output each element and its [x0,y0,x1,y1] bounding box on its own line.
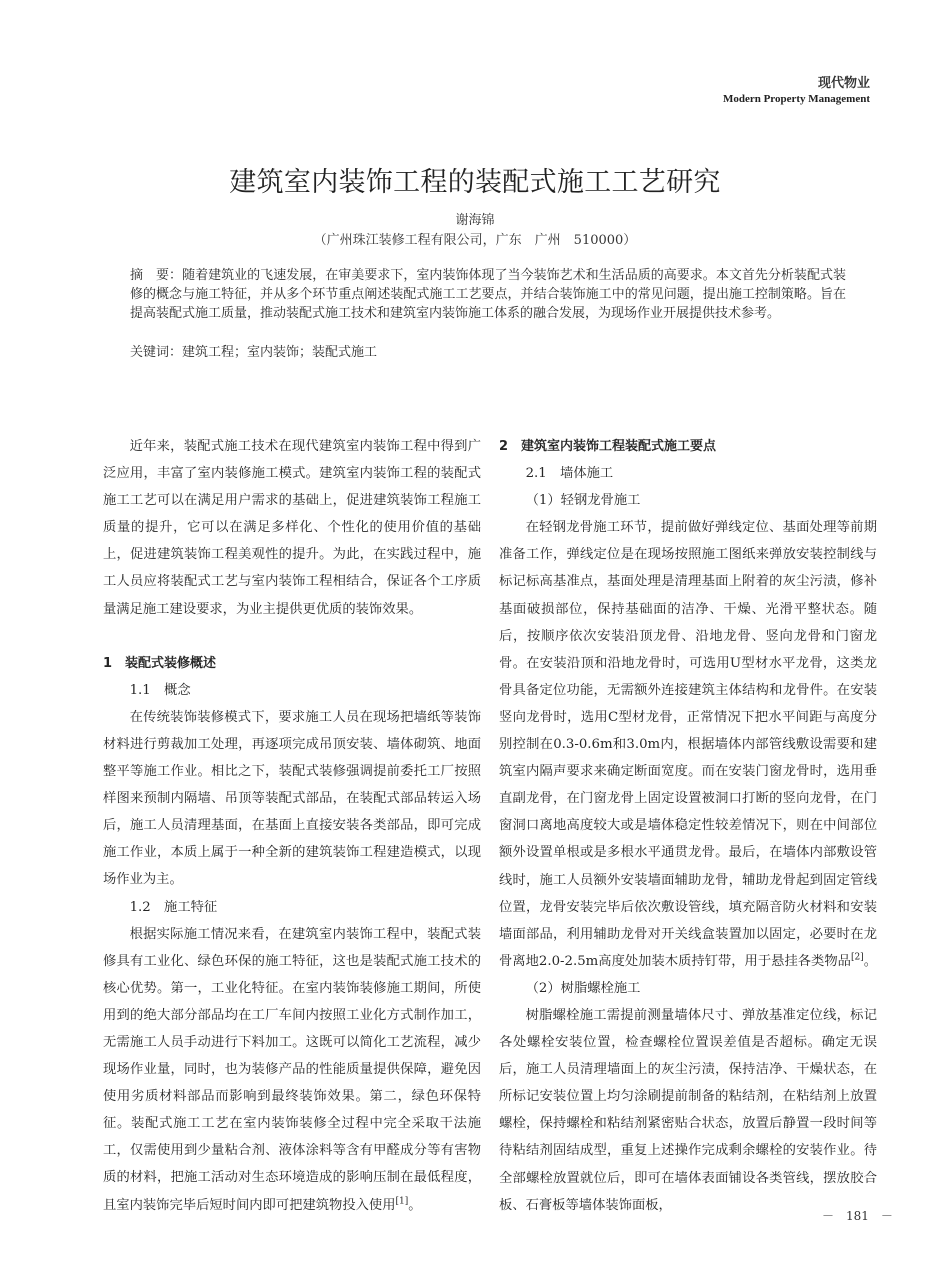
abstract: 摘 要：随着建筑业的飞速发展，在审美要求下，室内装饰体现了当今装饰艺术和生活品质的高要求。本文首先分析装配式装修的概念与施工特征，并从多个环节重点阐述装配式施工工艺要点，并结合装饰施工中的常见问题，提出施工控制策略。旨在提高装配式施工质量，推动装配式施工技术和建筑室内装饰施工体系的融合发展，为现场作业开展提供技术参考。 [130,268,846,321]
journal-name-en: Modern Property Management [722,93,870,105]
paragraph-2-1-text: 在轻钢龙骨施工环节，提前做好弹线定位、基面处理等前期准备工作，弹线定位是在现场按照施工图纸来弹放安装控制线与标记标高基准点，基面处理是清理基面上附着的灰尘污渍，修补基面破损部位，保持基础面的洁净、干燥、光滑平整状态。随后，按顺序依次安装沿顶龙骨、沿地龙骨、竖向龙骨和门窗龙骨。在安装沿顶和沿地龙骨时，可选用U型材水平龙骨，这类龙骨具备定位功能，无需额外连接建筑主体结构和龙骨件。在安装竖向龙骨时，选用C型材龙骨，正常情况下把水平间距与高度分别控制在0.3-0.6m和3.0m内，根据墙体内部管线敷设需要和建筑室内隔声要求来确定断面宽度。而在安装门窗龙骨时，选用垂直副龙骨，在门窗龙骨上固定设置被洞口打断的竖向龙骨，在门窗洞口离地高度较大或是墙体稳定性较差情况下，则在中间部位额外设置单根或是多根水平通贯龙骨。最后，在墙体内部敷设管线时，施工人员额外安装墙面辅助龙骨，辅助龙骨起到固定管线位置，龙骨安装完毕后依次敷设管线，填充隔音防火材料和安装墙面部品，利用辅助龙骨对开关线盒装置加以固定，必要时在龙骨离地2.0-2.5m高度处加装木质持钉带，用于悬挂各类物品 [499,520,877,969]
paragraph-2-1 [499,514,877,975]
paragraph-1-1: 在传统装饰装修模式下，要求施工人员在现场把墙纸等装饰材料进行剪裁加工处理，再逐项完成吊顶安装、墙体砌筑、地面整平等施工作业。相比之下，装配式装修强调提前委托工厂按照样图来预制内隔墙、吊顶等装配式部品，在装配式部品转运入场后，施工人员清理基面，在基面上直接安装各类部品，即可完成施工作业，本质上属于一种全新的建筑装饰工程建造模式，以现场作业为主。 [103,709,481,888]
subsection-heading-2-1: 2.1 墙体施工 [525,466,614,482]
paragraph-2-1-end: 。 [863,953,877,969]
right-column [499,433,877,1219]
affiliation: （广州珠江装修工程有限公司，广东 广州 510000） [313,233,637,248]
paragraph-1-2-text: 根据实际施工情况来看，在建筑室内装饰工程中，装配式装修具有工业化、绿色环保的施工特征，这也是装配式施工技术的核心优势。第一，工业化特征。在室内装饰装修施工期间，所使用到的绝大部分部品均在工厂车间内按照工业化方式制作加工，无需施工人员手动进行下料加工。这既可以简化工艺流程，减少现场作业量，同时，也为装修产品的性能质量提供保障，避免因使用劣质材料部品而影响到最终装饰效果。第二，绿色环保特征。装配式施工工艺在室内装饰装修全过程中完全采取干法施工，仅需使用到少量粘合剂、液体涂料等含有甲醛成分等有害物质的材料，把施工活动对生态环境造成的影响压制在最低程度，且室内装饰完毕后短时间内即可把建筑物投入使用 [103,926,481,1213]
author: 谢海锦 [455,213,495,228]
left-column [103,433,481,1219]
section-heading-1: 1 装配式装修概述 [103,655,217,671]
sub-item-heading-2: （2）树脂螺栓施工 [525,980,641,996]
section-heading-2: 2 建筑室内装饰工程装配式施工要点 [499,439,717,454]
keywords: 关键词：建筑工程；室内装饰；装配式施工 [130,345,378,360]
citation-ref-2: [2] [850,952,864,963]
paragraph-1-2 [103,921,481,1219]
subsection-heading-1-1: 1.1 概念 [129,682,191,698]
section-gap [103,623,481,650]
journal-header [723,76,870,106]
journal-name-cn: 现代物业 [817,76,870,91]
paragraph-1-2-end: 。 [408,1197,422,1213]
paragraph-2-2: 树脂螺栓施工需提前测量墙体尺寸、弹放基准定位线，标记各处螺栓安装位置，检查螺栓位置误差值是否超标。确定无误后，施工人员清理墙面上的灰尘污渍，保持洁净、干燥状态，在所标记安装位置上均匀涂刷提前制备的粘结剂，在粘结剂上放置螺栓，保持螺栓和粘结剂紧密贴合状态，放置后静置一段时间等待粘结剂固结成型，重复上述操作完成剩余螺栓的安装作业。待全部螺栓放置就位后，即可在墙体表面铺设各类管线，摆放胶合板、石膏板等墙体装饰面板， [499,1007,877,1213]
sub-item-heading-1: （1）轻钢龙骨施工 [525,493,641,509]
citation-ref-1: [1] [395,1196,409,1207]
intro-paragraph: 近年来，装配式施工技术在现代建筑室内装饰工程中得到广泛应用，丰富了室内装修施工模式。建筑室内装饰工程的装配式施工工艺可以在满足用户需求的基础上，促进建筑装饰工程施工质量的提升，它可以在满足多样化、个性化的使用价值的基础上，促进建筑装饰工程美观性的提升。为此，在实践过程中，施工人员应将装配式工艺与室内装饰工程相结合，保证各个工序质量满足施工建设要求，为业主提供更优质的装饰效果。 [103,439,481,617]
subsection-heading-1-2: 1.2 施工特征 [129,899,218,915]
paper-title: 建筑室内装饰工程的装配式施工工艺研究 [229,167,721,198]
page-number: － 181 － [822,1209,893,1223]
